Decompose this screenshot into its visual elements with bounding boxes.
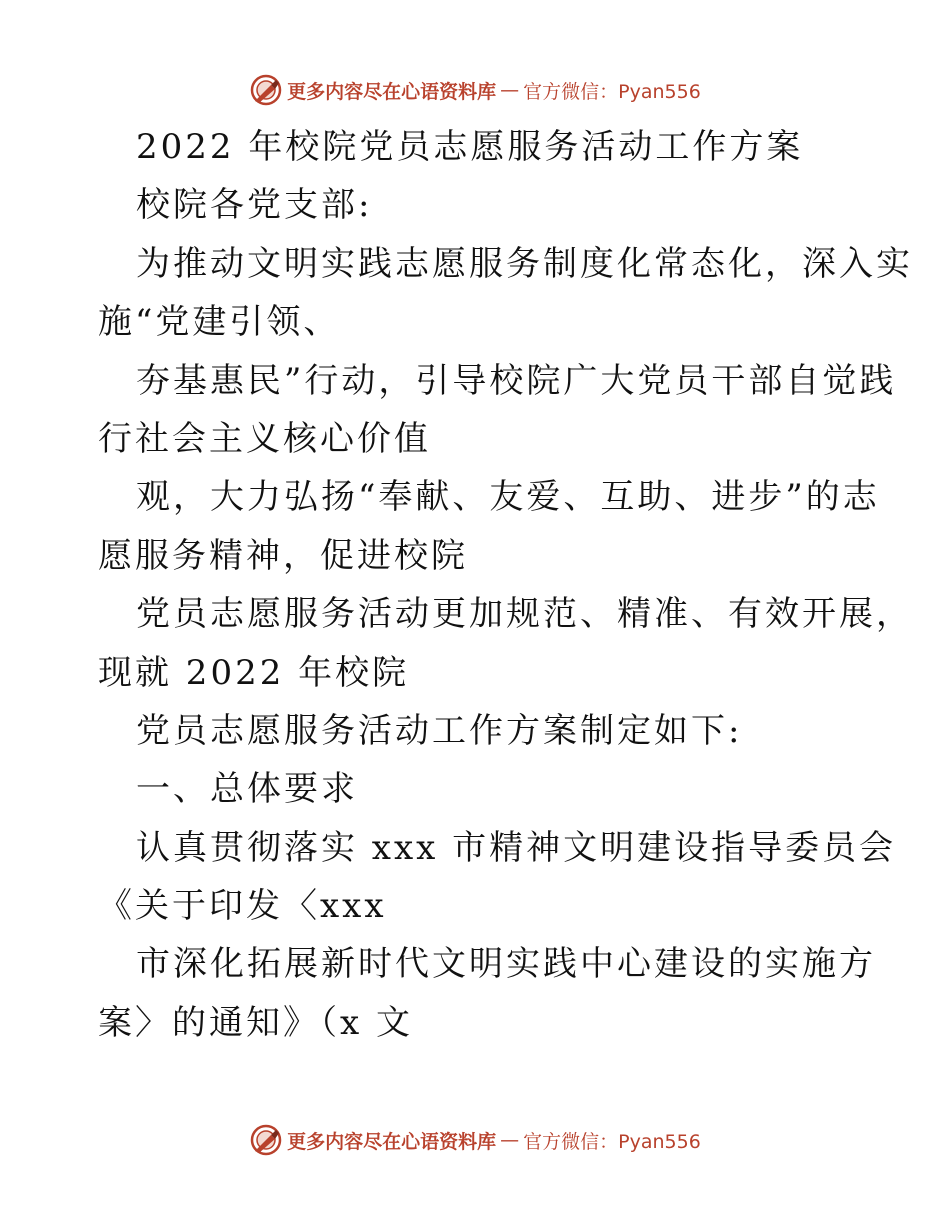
watermark-main-text: 更多内容尽在心语资料库 bbox=[287, 80, 497, 103]
paragraph-line: 愿服务精神，促进校院 bbox=[98, 535, 468, 576]
paragraph-line: 案〉的通知》（x 文 bbox=[98, 1002, 413, 1043]
watermark-contact: 官方微信：Pyan556 bbox=[523, 1130, 701, 1153]
paragraph-line: 认真贯彻落实 xxx 市精神文明建设指导委员会 bbox=[136, 827, 897, 868]
watermark-separator: — bbox=[500, 79, 520, 101]
footer-watermark bbox=[0, 1120, 950, 1160]
watermark-separator: — bbox=[500, 1129, 520, 1151]
document-title: 2022 年校院党员志愿服务活动工作方案 bbox=[136, 127, 804, 167]
document-body bbox=[98, 118, 913, 1052]
paragraph-line: 现就 2022 年校院 bbox=[98, 652, 410, 693]
paragraph-line: 党员志愿服务活动更加规范、精准、有效开展， bbox=[136, 594, 913, 635]
watermark-contact: 官方微信：Pyan556 bbox=[523, 80, 701, 103]
paragraph-line: 观，大力弘扬“奉献、友爱、互助、进步”的志 bbox=[136, 477, 880, 518]
paragraph-line: 市深化拓展新时代文明实践中心建设的实施方 bbox=[136, 944, 876, 985]
paragraph-line: 为推动文明实践志愿服务制度化常态化，深入实 bbox=[136, 243, 913, 284]
header-watermark bbox=[0, 70, 950, 110]
paragraph-line: 施“党建引领、 bbox=[98, 302, 341, 343]
section-heading: 一、总体要求 bbox=[136, 769, 358, 810]
paragraph-line: 行社会主义核心价值 bbox=[98, 418, 431, 459]
paragraph-line: 党员志愿服务活动工作方案制定如下: bbox=[136, 710, 743, 751]
pen-logo-icon bbox=[249, 1123, 283, 1157]
pen-logo-icon bbox=[249, 73, 283, 107]
paragraph-line: 《关于印发〈xxx bbox=[98, 886, 387, 927]
paragraph-line: 夯基惠民”行动，引导校院广大党员干部自觉践 bbox=[136, 360, 897, 401]
salutation: 校院各党支部: bbox=[136, 185, 373, 226]
watermark-main-text: 更多内容尽在心语资料库 bbox=[287, 1130, 497, 1153]
